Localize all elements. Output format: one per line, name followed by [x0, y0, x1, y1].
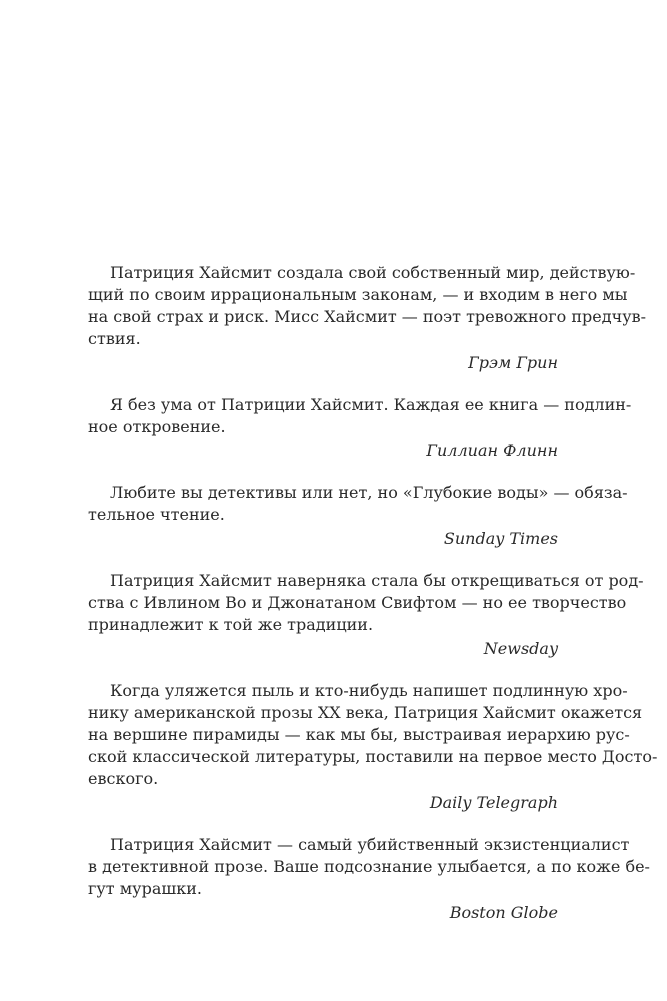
- quote-line: в детективной прозе. Ваше подсознание улыбается, а по коже бе-: [88, 857, 650, 876]
- quote-line: ное откровение.: [88, 417, 226, 436]
- quote-sunday-times: [88, 482, 628, 550]
- quote-line: Патриция Хайсмит наверняка стала бы открещиваться от род-: [110, 571, 644, 590]
- quote-line: ской классической литературы, поставили на первое место Досто-: [88, 747, 658, 766]
- quote-line: щий по своим иррациональным законам, — и входим в него мы: [88, 285, 628, 304]
- quote-boston-globe: [88, 834, 650, 924]
- quote-author: Boston Globe: [449, 903, 558, 922]
- quote-author: Грэм Грин: [468, 353, 558, 372]
- quote-newsday: [88, 570, 644, 660]
- quote-line: ствия.: [88, 329, 141, 348]
- quote-line: принадлежит к той же традиции.: [88, 615, 374, 634]
- quote-line: Я без ума от Патриции Хайсмит. Каждая ее книга — подлин-: [110, 395, 632, 414]
- quote-line: евского.: [88, 769, 159, 788]
- quote-line: гут мурашки.: [88, 879, 202, 898]
- quote-line: Когда уляжется пыль и кто-нибудь напишет подлинную хро-: [110, 681, 628, 700]
- quotes-block: [88, 262, 658, 944]
- quote-author: Newsday: [483, 639, 558, 658]
- quote-line: Патриция Хайсмит — самый убийственный экзистенциалист: [110, 835, 630, 854]
- quote-line: на свой страх и риск. Мисс Хайсмит — поэт тревожного предчув-: [88, 307, 647, 326]
- quote-line: нику американской прозы XX века, Патриция Хайсмит окажется: [88, 703, 643, 722]
- quote-text: [88, 482, 628, 526]
- quote-line: тельное чтение.: [88, 505, 225, 524]
- quote-daily-telegraph: [88, 680, 658, 814]
- quote-line: ства с Ивлином Во и Джонатаном Свифтом — но ее творчество: [88, 593, 627, 612]
- quote-text: [88, 394, 632, 438]
- quote-text: [88, 680, 658, 790]
- quote-flynn: [88, 394, 632, 462]
- quote-author: Daily Telegraph: [429, 793, 558, 812]
- quote-author: Sunday Times: [443, 529, 558, 548]
- quote-line: Патриция Хайсмит создала свой собственный мир, действую-: [110, 263, 636, 282]
- quote-line: на вершине пирамиды — как мы бы, выстраивая иерархию рус-: [88, 725, 630, 744]
- quote-greene: [88, 262, 647, 374]
- quote-line: Любите вы детективы или нет, но «Глубокие воды» — обяза-: [110, 483, 628, 502]
- quote-author: Гиллиан Флинн: [426, 441, 558, 460]
- quote-text: [88, 570, 644, 636]
- quote-text: [88, 834, 650, 900]
- quote-text: [88, 262, 647, 350]
